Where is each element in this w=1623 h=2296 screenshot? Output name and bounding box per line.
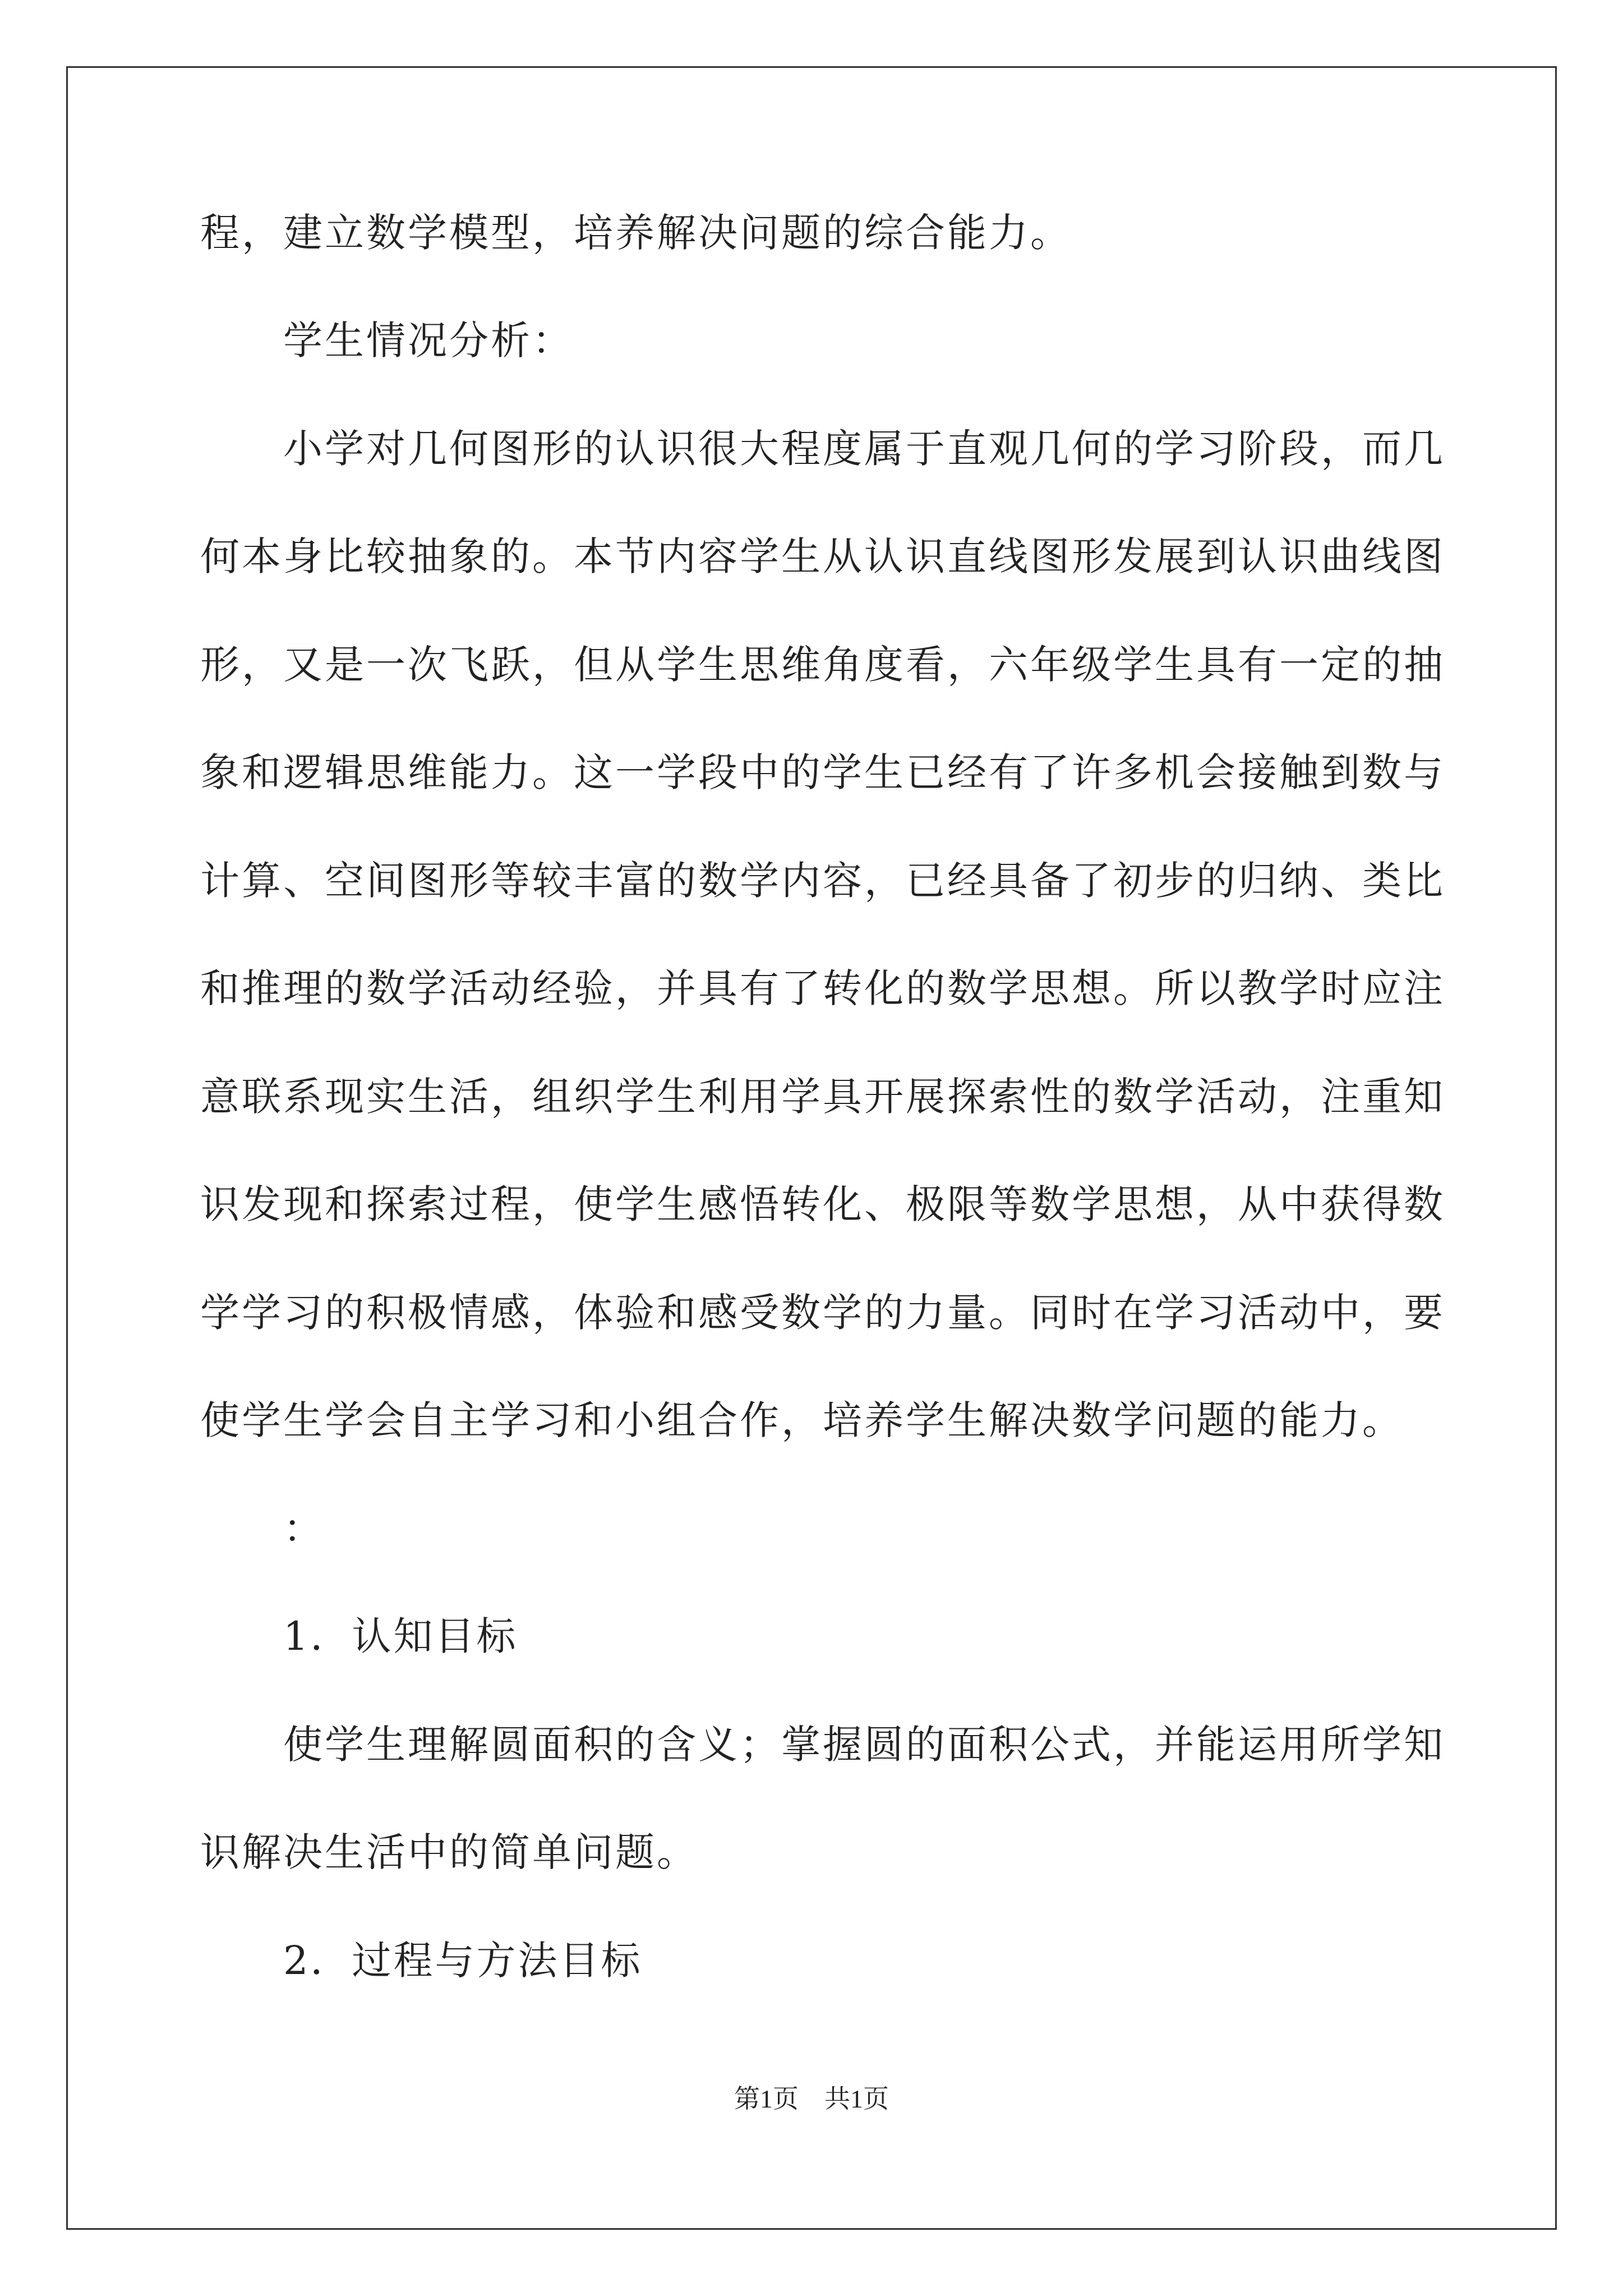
text-line: 和推理的数学活动经验，并具有了转化的数学思想。所以教学时应注 [200, 965, 1445, 1011]
text-line: 学学习的积极情感，体验和感受数学的力量。同时在学习活动中，要 [200, 1290, 1445, 1336]
text-line: 使学生学会自主学习和小组合作，培养学生解决数学问题的能力。 [200, 1397, 1404, 1443]
text-line: 小学对几何图形的认识很大程度属于直观几何的学习阶段，而几 [200, 426, 1445, 472]
text-line: 1．认知目标 [200, 1613, 518, 1659]
text-line: 学生情况分析： [200, 318, 574, 364]
text-line: 形，又是一次飞跃，但从学生思维角度看，六年级学生具有一定的抽 [200, 642, 1445, 688]
text-line: 识解决生活中的简单问题。 [200, 1829, 698, 1875]
text-line: 使学生理解圆面积的含义；掌握圆的面积公式，并能运用所学知 [200, 1722, 1445, 1768]
page-border [66, 66, 1557, 2230]
text-line: 识发现和探索过程，使学生感悟转化、极限等数学思想，从中获得数 [200, 1181, 1445, 1227]
text-line: 象和逻辑思维能力。这一学段中的学生已经有了许多机会接触到数与 [200, 749, 1445, 795]
page-footer [0, 2082, 1623, 2116]
text-line: 计算、空间图形等较丰富的数学内容，已经具备了初步的归纳、类比 [200, 858, 1445, 904]
page-number: 第1页 共1页 [734, 2085, 889, 2113]
text-line: 程，建立数学模型，培养解决问题的综合能力。 [200, 210, 1072, 256]
text-line: 何本身比较抽象的。本节内容学生从认识直线图形发展到认识曲线图 [200, 533, 1445, 579]
text-line: 意联系现实生活，组织学生利用学具开展探索性的数学活动，注重知 [200, 1074, 1445, 1120]
text-line: 2．过程与方法目标 [200, 1938, 643, 1984]
text-line: ： [200, 1506, 325, 1552]
